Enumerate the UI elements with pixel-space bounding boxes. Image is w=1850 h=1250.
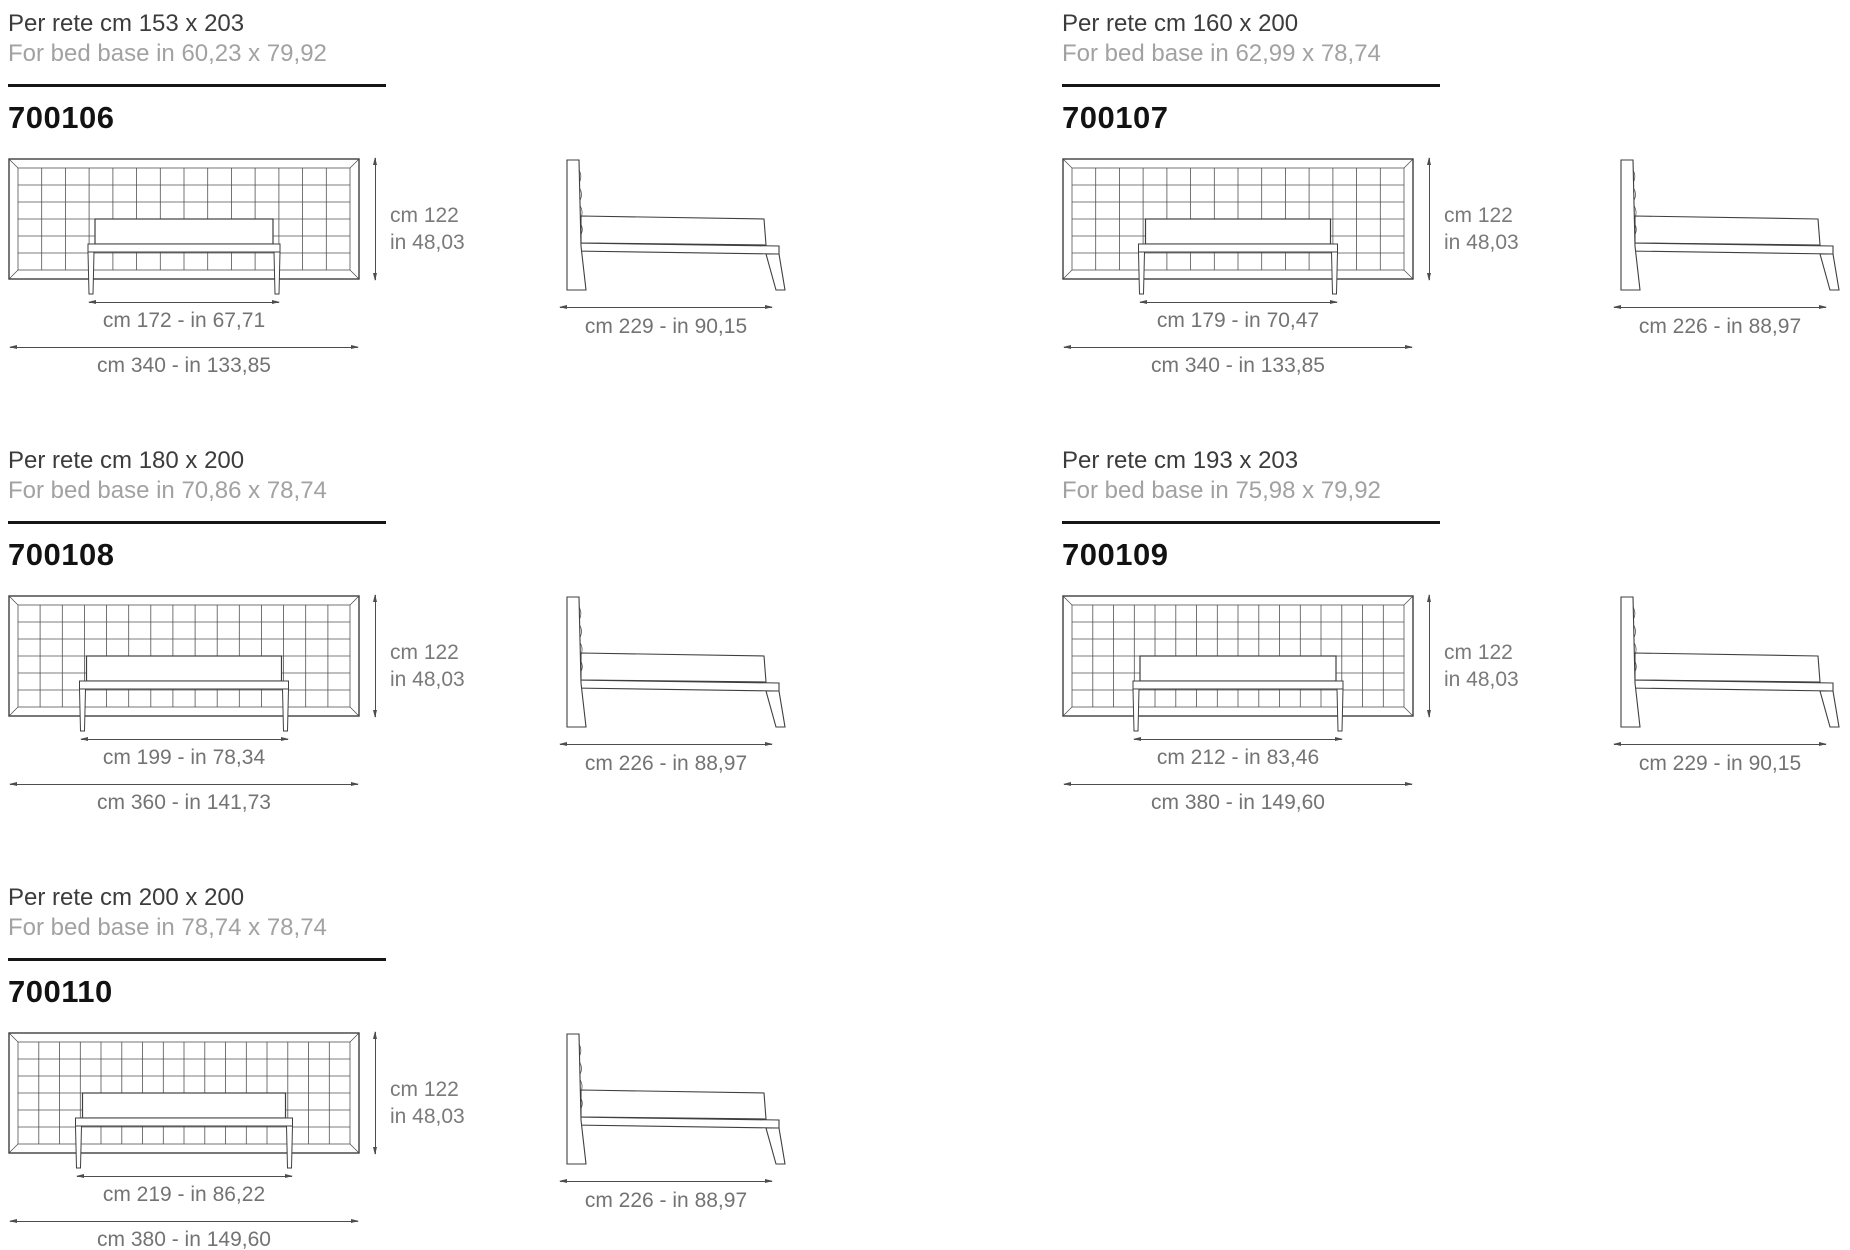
depth-dimension-label: cm 226 - in 88,97 — [1638, 315, 1802, 338]
divider-rule — [1062, 84, 1440, 87]
height-cm-value: cm 122 — [390, 204, 459, 227]
depth-dimension-label: cm 226 - in 88,97 — [584, 1189, 748, 1212]
divider-rule — [8, 958, 386, 961]
bed-side-view-drawing — [1612, 595, 1844, 745]
bed-width-dimension-label: cm 179 - in 70,47 — [1156, 309, 1320, 332]
depth-dimension-label: cm 229 - in 90,15 — [1638, 752, 1802, 775]
product-code: 700107 — [1062, 100, 1169, 135]
bed-base-size-en: For bed base in 78,74 x 78,74 — [8, 914, 327, 941]
height-in-value: in 48,03 — [390, 231, 465, 254]
bed-width-dimension-line — [1134, 739, 1342, 740]
bed-base-size-it: Per rete cm 180 x 200 — [8, 447, 245, 474]
bed-base-size-it: Per rete cm 153 x 203 — [8, 10, 245, 37]
height-dimension-label — [390, 639, 465, 693]
bed-base-size-en: For bed base in 70,86 x 78,74 — [8, 477, 327, 504]
total-width-dimension-label: cm 360 - in 141,73 — [97, 791, 271, 814]
bed-width-dimension-label: cm 172 - in 67,71 — [102, 309, 266, 332]
drawing-area — [8, 158, 800, 440]
bed-width-dimension-label: cm 199 - in 78,34 — [102, 746, 266, 769]
product-code: 700106 — [8, 100, 115, 135]
height-cm-value: cm 122 — [1444, 641, 1513, 664]
depth-dimension-label: cm 229 - in 90,15 — [584, 315, 748, 338]
divider-rule — [8, 521, 386, 524]
product-code: 700108 — [8, 537, 115, 572]
bed-front-view-drawing — [8, 158, 360, 298]
bed-base-size-it: Per rete cm 193 x 203 — [1062, 447, 1299, 474]
drawing-area — [1062, 158, 1850, 440]
height-dimension-line — [375, 158, 376, 280]
bed-side-view-drawing — [558, 1032, 790, 1182]
height-dimension-line — [375, 1032, 376, 1154]
product-block-700110 — [8, 882, 800, 1250]
product-block-700107 — [1062, 8, 1850, 440]
height-cm-value: cm 122 — [390, 1078, 459, 1101]
height-in-value: in 48,03 — [1444, 231, 1519, 254]
total-width-dimension-line — [10, 1221, 358, 1222]
drawing-area — [8, 1032, 800, 1250]
depth-dimension-label: cm 226 - in 88,97 — [584, 752, 748, 775]
divider-rule — [8, 84, 386, 87]
bed-base-size-en: For bed base in 75,98 x 79,92 — [1062, 477, 1381, 504]
bed-side-view-drawing — [558, 158, 790, 308]
divider-rule — [1062, 521, 1440, 524]
height-in-value: in 48,03 — [1444, 668, 1519, 691]
bed-front-view-drawing — [1062, 158, 1414, 298]
product-block-700108 — [8, 445, 800, 877]
height-cm-value: cm 122 — [390, 641, 459, 664]
bed-side-view-drawing — [558, 595, 790, 745]
height-dimension-label — [1444, 202, 1519, 256]
total-width-dimension-line — [10, 347, 358, 348]
bed-width-dimension-label: cm 219 - in 86,22 — [102, 1183, 266, 1206]
bed-base-size-it: Per rete cm 160 x 200 — [1062, 10, 1299, 37]
total-width-dimension-line — [10, 784, 358, 785]
drawing-area — [8, 595, 800, 877]
product-code: 700110 — [8, 974, 113, 1009]
height-dimension-label — [1444, 639, 1519, 693]
depth-dimension-line — [560, 307, 772, 308]
bed-width-dimension-line — [89, 302, 279, 303]
height-cm-value: cm 122 — [1444, 204, 1513, 227]
depth-dimension-line — [560, 744, 772, 745]
height-dimension-label — [390, 1076, 465, 1130]
bed-width-dimension-line — [1140, 302, 1337, 303]
height-dimension-line — [1429, 158, 1430, 280]
product-block-700106 — [8, 8, 800, 440]
bed-front-view-drawing — [8, 595, 360, 735]
height-dimension-label — [390, 202, 465, 256]
depth-dimension-line — [1614, 307, 1826, 308]
height-dimension-line — [1429, 595, 1430, 717]
total-width-dimension-line — [1064, 347, 1412, 348]
drawing-area — [1062, 595, 1850, 877]
height-dimension-line — [375, 595, 376, 717]
depth-dimension-line — [560, 1181, 772, 1182]
bed-front-view-drawing — [1062, 595, 1414, 735]
total-width-dimension-line — [1064, 784, 1412, 785]
height-in-value: in 48,03 — [390, 1105, 465, 1128]
total-width-dimension-label: cm 340 - in 133,85 — [97, 354, 271, 377]
bed-width-dimension-label: cm 212 - in 83,46 — [1156, 746, 1320, 769]
total-width-dimension-label: cm 340 - in 133,85 — [1151, 354, 1325, 377]
height-in-value: in 48,03 — [390, 668, 465, 691]
total-width-dimension-label: cm 380 - in 149,60 — [97, 1228, 271, 1250]
bed-side-view-drawing — [1612, 158, 1844, 308]
bed-width-dimension-line — [81, 739, 288, 740]
total-width-dimension-label: cm 380 - in 149,60 — [1151, 791, 1325, 814]
bed-base-size-en: For bed base in 60,23 x 79,92 — [8, 40, 327, 67]
bed-base-size-en: For bed base in 62,99 x 78,74 — [1062, 40, 1381, 67]
depth-dimension-line — [1614, 744, 1826, 745]
bed-width-dimension-line — [77, 1176, 292, 1177]
bed-base-size-it: Per rete cm 200 x 200 — [8, 884, 245, 911]
bed-front-view-drawing — [8, 1032, 360, 1172]
product-block-700109 — [1062, 445, 1850, 877]
product-code: 700109 — [1062, 537, 1169, 572]
